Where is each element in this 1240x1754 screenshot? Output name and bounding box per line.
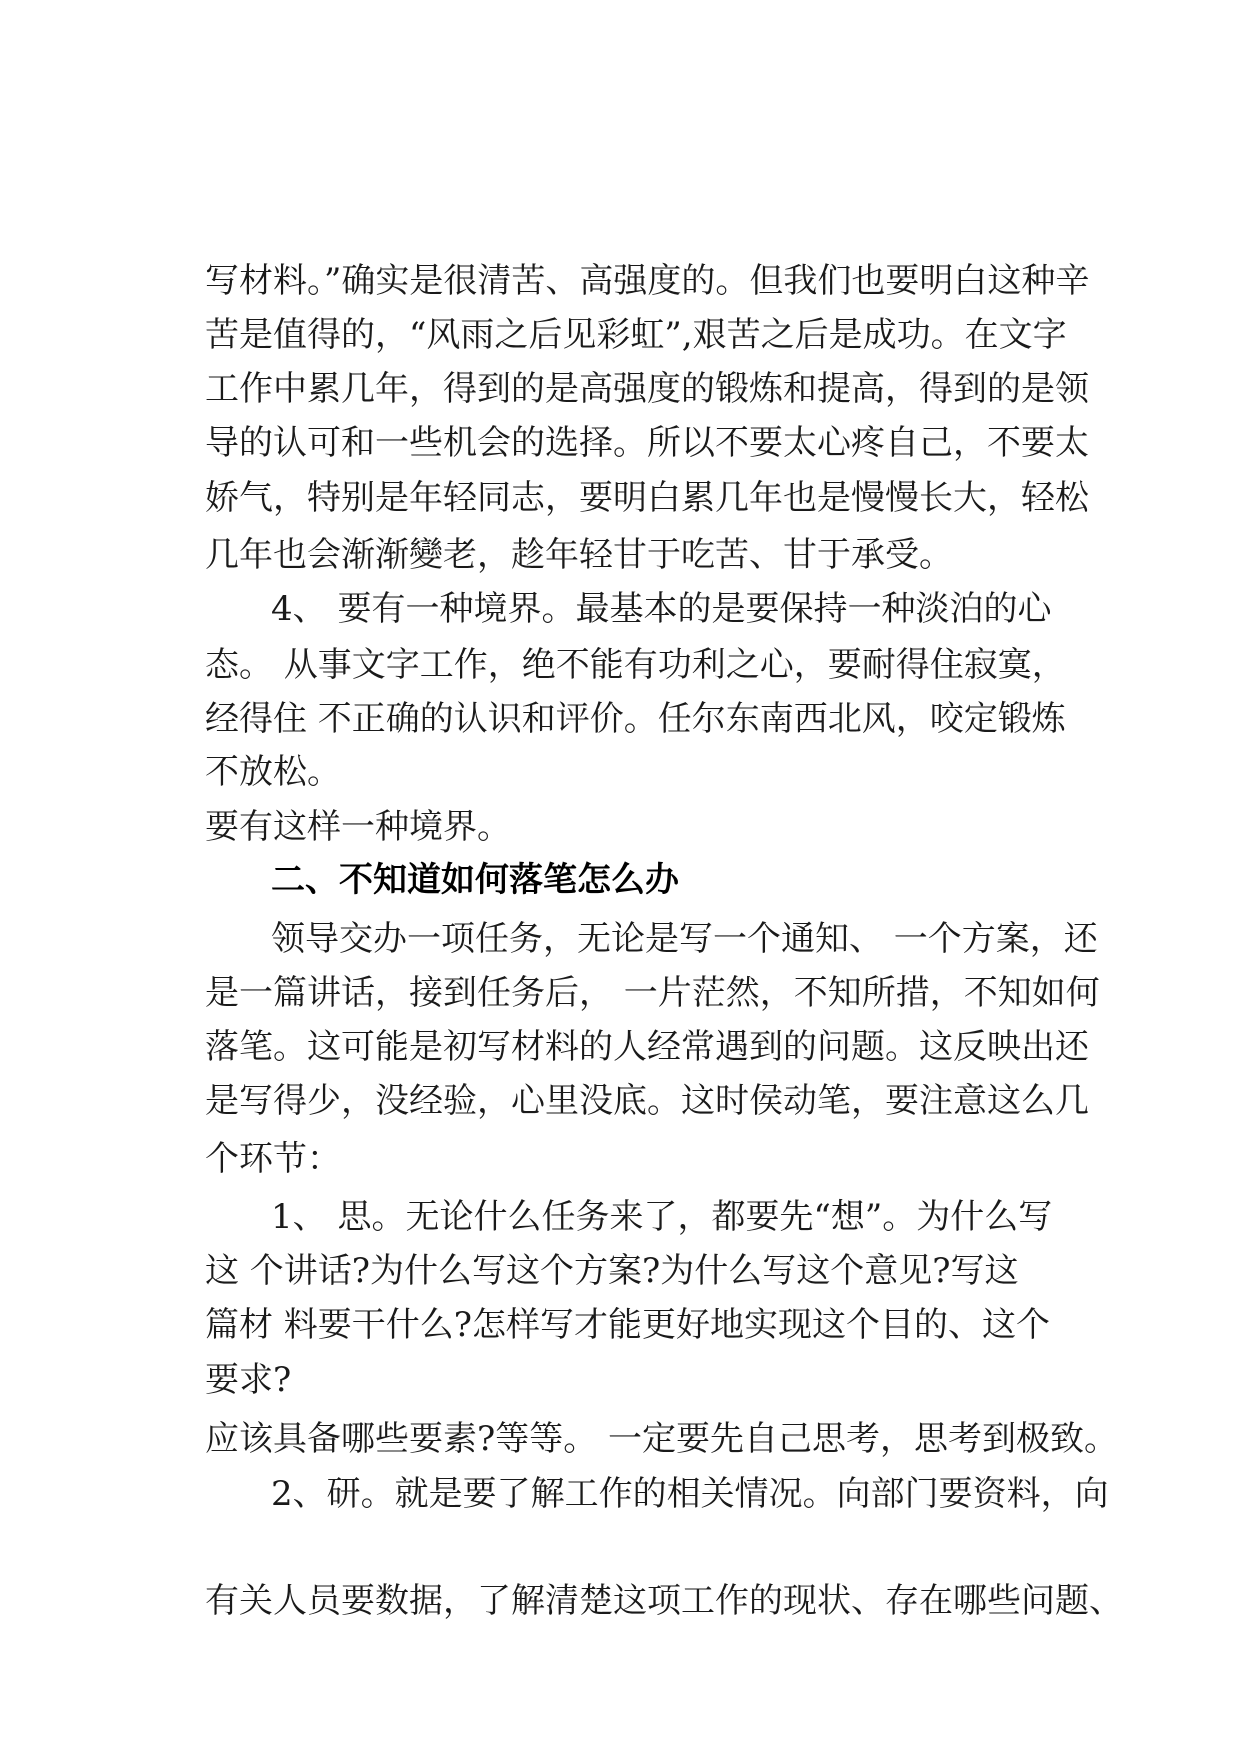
body-text-line: 应该具备哪些要素?等等。 一定要先自己思考，思考到极致。 — [205, 1419, 1119, 1459]
body-text-line: 态。 从事文字工作，绝不能有功利之心，要耐得住寂寞， — [205, 645, 1066, 685]
body-text-line: 写材料。”确实是很清苦、高强度的。但我们也要明白这种辛 — [205, 261, 1090, 301]
body-text-line: 要求? — [205, 1360, 292, 1400]
section-heading: 二、不知道如何落笔怎么办 — [271, 860, 679, 900]
body-text-line: 导的认可和一些机会的选择。所以不要太心疼自己，不要太 — [205, 423, 1089, 463]
body-text-line: 是一篇讲话，接到任务后， 一片茫然，不知所措，不知如何 — [205, 973, 1100, 1013]
body-text-line: 娇气，特别是年轻同志，要明白累几年也是慢慢长大，轻松 — [205, 478, 1089, 518]
body-text-line: 经得住 不正确的认识和评价。任尔东南西北风，咬定锻炼 — [205, 699, 1066, 739]
body-text-line: 这 个讲话?为什么写这个方案?为什么写这个意见?写这 — [205, 1251, 1019, 1291]
list-item-text: 2、研。就是要了解工作的相关情况。向部门要资料，向 — [271, 1474, 1109, 1514]
body-text-line: 不放松。 — [205, 752, 341, 792]
body-text-line: 个环节： — [205, 1139, 341, 1179]
body-text-line: 落笔。这可能是初写材料的人经常遇到的问题。这反映出还 — [205, 1027, 1089, 1067]
body-text-line: 几年也会渐渐變老，趁年轻甘于吃苦、甘于承受。 — [205, 535, 953, 575]
body-text-line: 工作中累几年，得到的是高强度的锻炼和提高，得到的是领 — [205, 369, 1089, 409]
body-text-line: 是写得少，没经验，心里没底。这时侯动笔，要注意这么几 — [205, 1081, 1089, 1121]
list-item-text: 4、 要有一种境界。最基本的是要保持一种淡泊的心 — [271, 589, 1052, 629]
paragraph-first-line: 领导交办一项任务，无论是写一个通知、 一个方案，还 — [271, 919, 1098, 959]
body-text-line: 苦是值得的，“风雨之后见彩虹”,艰苦之后是成功。在文字 — [205, 315, 1067, 355]
list-item-text: 1、 思。无论什么任务来了，都要先“想”。为什么写 — [271, 1197, 1053, 1237]
body-text-line: 篇材 料要干什么?怎样写才能更好地实现这个目的、这个 — [205, 1305, 1051, 1345]
body-text-line: 有关人员要数据，了解清楚这项工作的现状、存在哪些问题、 — [205, 1581, 1123, 1621]
body-text-line: 要有这样一种境界。 — [205, 807, 511, 847]
